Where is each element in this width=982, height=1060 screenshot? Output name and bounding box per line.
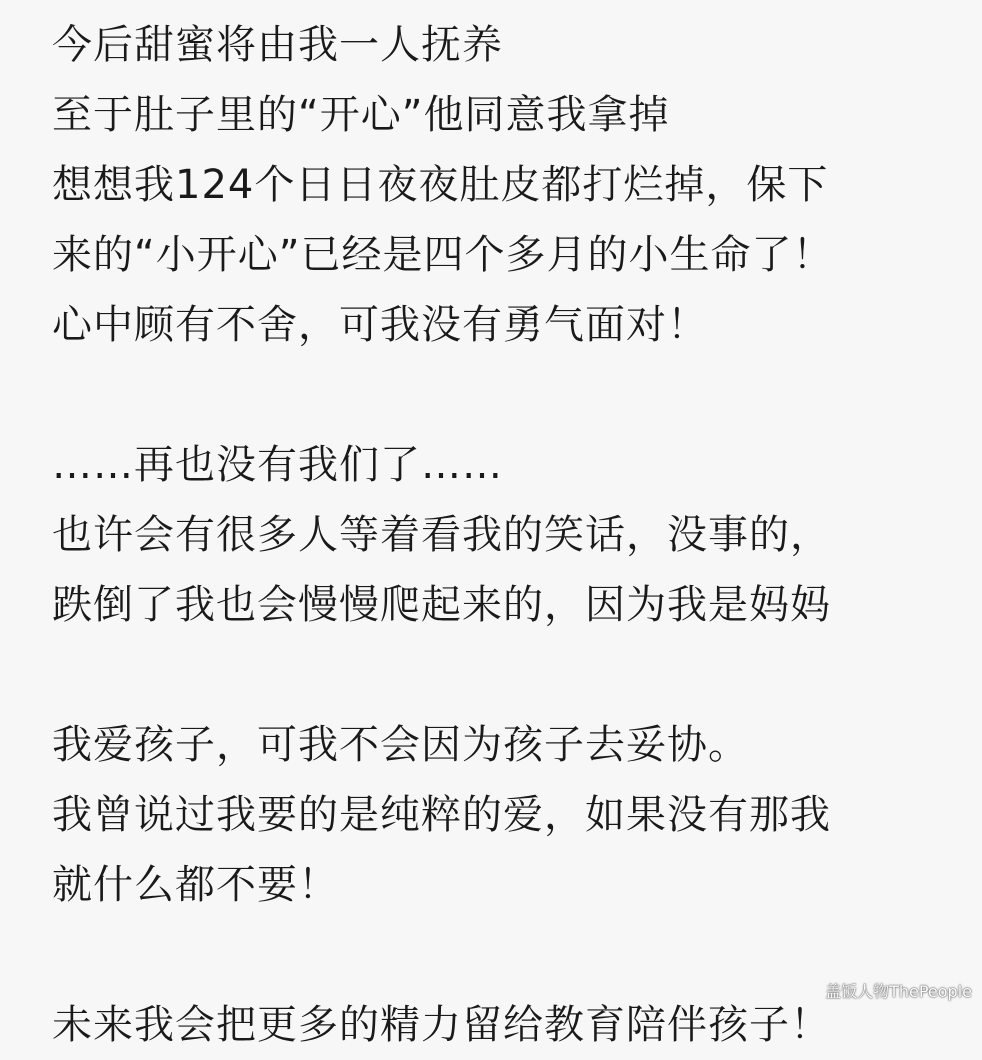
post-text-body xyxy=(52,10,952,1060)
post-text-line: 未来我会把更多的精力留给教育陪伴孩子！ xyxy=(52,1002,831,1048)
post-text-line: 来的“小开心”已经是四个多月的小生命了！ xyxy=(52,232,834,278)
post-text-line: 我曾说过我要的是纯粹的爱，如果没有那我 xyxy=(52,792,831,838)
post-text-line: 心中顾有不舍，可我没有勇气面对！ xyxy=(52,302,708,348)
post-text-line: 我爱孩子，可我不会因为孩子去妥协。 xyxy=(52,722,749,768)
post-text-line: ……再也没有我们了…… xyxy=(52,442,503,488)
paragraph-gap xyxy=(52,920,952,990)
post-text-line: 也许会有很多人等着看我的笑话，没事的， xyxy=(52,512,831,558)
paragraph-gap xyxy=(52,360,952,430)
post-text-line: 想想我124个日日夜夜肚皮都打烂掉，保下 xyxy=(52,162,829,208)
paragraph-gap xyxy=(52,640,952,710)
watermark: 盖饭人物ThePeople xyxy=(825,982,972,1001)
post-text-line: 就什么都不要！ xyxy=(52,862,339,908)
post-text-line: 跌倒了我也会慢慢爬起来的，因为我是妈妈 xyxy=(52,582,831,628)
post-text-line: 至于肚子里的“开心”他同意我拿掉 xyxy=(52,92,670,138)
post-text-line: 今后甜蜜将由我一人抚养 xyxy=(52,22,503,68)
